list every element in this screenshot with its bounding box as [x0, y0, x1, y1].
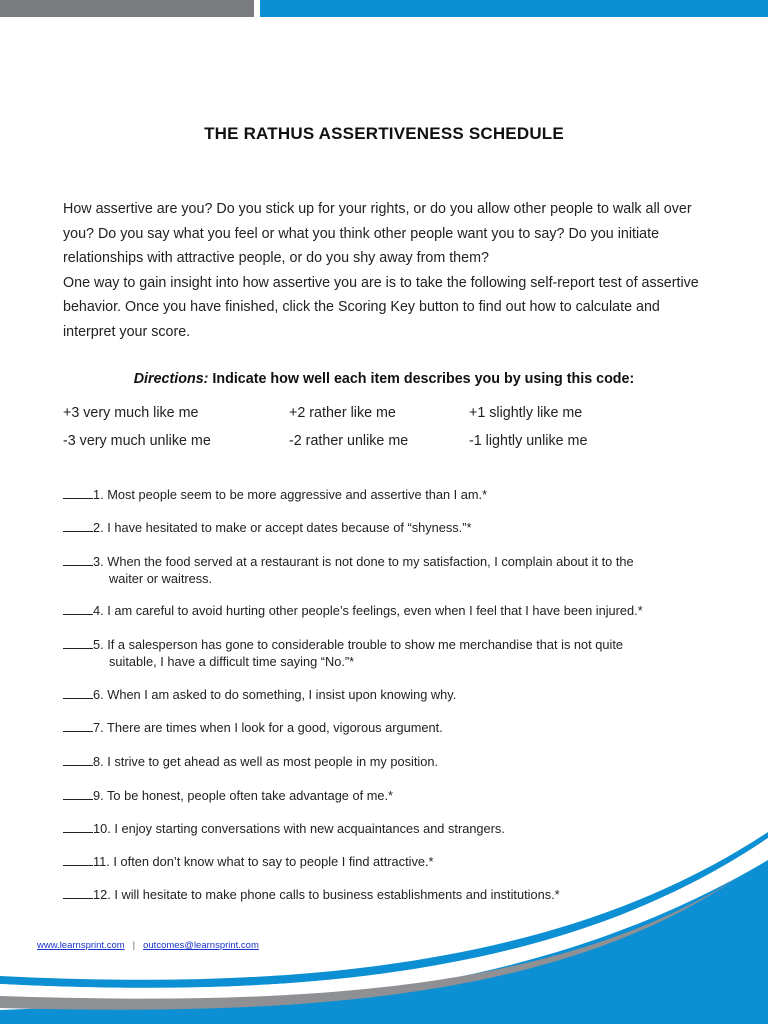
code-item: +2 rather like me — [289, 405, 396, 421]
email-link[interactable]: outcomes@learnsprint.com — [143, 940, 259, 951]
directions-label: Directions: — [133, 371, 209, 387]
answer-blank[interactable] — [63, 554, 93, 566]
answer-blank[interactable] — [63, 720, 93, 732]
question-number: 5. — [93, 637, 104, 652]
answer-blank[interactable] — [63, 637, 93, 649]
question-item — [63, 486, 713, 503]
question-number: 11. — [93, 854, 110, 869]
question-text: To be honest, people often take advantage of me.* — [107, 788, 394, 803]
question-number: 3. — [93, 554, 104, 569]
footer-links — [37, 940, 259, 951]
website-link[interactable]: www.learnsprint.com — [37, 940, 125, 951]
question-item — [63, 719, 713, 736]
question-number: 1. — [93, 487, 104, 502]
question-number: 6. — [93, 687, 104, 702]
intro-paragraph-1: How assertive are you? Do you stick up for your rights, or do you allow other people to walk all over you? Do you say what you feel or what you think other people want you to say? Do you initiate relationships with attractive people, or do you shy away from them? — [63, 201, 692, 266]
question-text-continued: suitable, I have a difficult time saying “No.”* — [109, 654, 355, 669]
document-title: THE RATHUS ASSERTIVENESS SCHEDULE — [204, 124, 564, 143]
question-text: I have hesitated to make or accept dates because of “shyness.”* — [107, 520, 472, 535]
question-text: I strive to get ahead as well as most people in my position. — [107, 754, 439, 769]
code-item: +3 very much like me — [63, 405, 199, 421]
question-number: 10. — [93, 821, 111, 836]
answer-blank[interactable] — [63, 687, 93, 699]
question-text: I often don’t know what to say to people I find attractive.* — [113, 854, 434, 869]
question-text: There are times when I look for a good, vigorous argument. — [107, 720, 443, 735]
question-number: 7. — [93, 720, 104, 735]
footer-swoosh — [0, 830, 768, 1024]
question-item — [63, 519, 713, 536]
answer-blank[interactable] — [63, 603, 93, 615]
header-bar-blue — [260, 0, 768, 17]
question-text: When I am asked to do something, I insist upon knowing why. — [107, 687, 457, 702]
question-item — [63, 686, 713, 703]
intro-paragraph-2: One way to gain insight into how assertive you are is to take the following self-report test of assertive behavior. Once you have finished, click the Scoring Key button to find out how to calculate and interpret your score. — [63, 274, 699, 340]
intro-text — [63, 197, 703, 344]
code-item: -2 rather unlike me — [289, 433, 409, 449]
question-text: When the food served at a restaurant is not done to my satisfaction, I complain about it to the — [107, 554, 634, 569]
question-item — [63, 602, 713, 619]
question-text: I will hesitate to make phone calls to business establishments and institutions.* — [114, 887, 560, 902]
question-text-continued: waiter or waitress. — [109, 571, 213, 586]
code-item: -1 lightly unlike me — [469, 433, 588, 449]
answer-blank[interactable] — [63, 487, 93, 499]
question-text: Most people seem to be more aggressive and assertive than I am.* — [107, 487, 488, 502]
answer-blank[interactable] — [63, 788, 93, 800]
question-text: I am careful to avoid hurting other people’s feelings, even when I feel that I have been injured.* — [107, 603, 643, 618]
code-item: +1 slightly like me — [469, 405, 583, 421]
question-number: 12. — [93, 887, 111, 902]
code-item: -3 very much unlike me — [63, 433, 211, 449]
question-text: If a salesperson has gone to considerable trouble to show me merchandise that is not quite — [107, 637, 623, 652]
answer-blank[interactable] — [63, 520, 93, 532]
question-number: 9. — [93, 788, 104, 803]
question-text: I enjoy starting conversations with new acquaintances and strangers. — [114, 821, 505, 836]
question-item — [63, 787, 713, 804]
directions-text: Indicate how well each item describes you by using this code: — [208, 371, 635, 387]
directions — [0, 371, 768, 387]
question-item — [63, 636, 713, 670]
question-number: 4. — [93, 603, 104, 618]
question-number: 8. — [93, 754, 104, 769]
footer-separator: | — [132, 940, 136, 951]
question-item — [63, 553, 713, 587]
answer-blank[interactable] — [63, 754, 93, 766]
question-item — [63, 753, 713, 770]
question-number: 2. — [93, 520, 104, 535]
header-bar-gray — [0, 0, 254, 17]
